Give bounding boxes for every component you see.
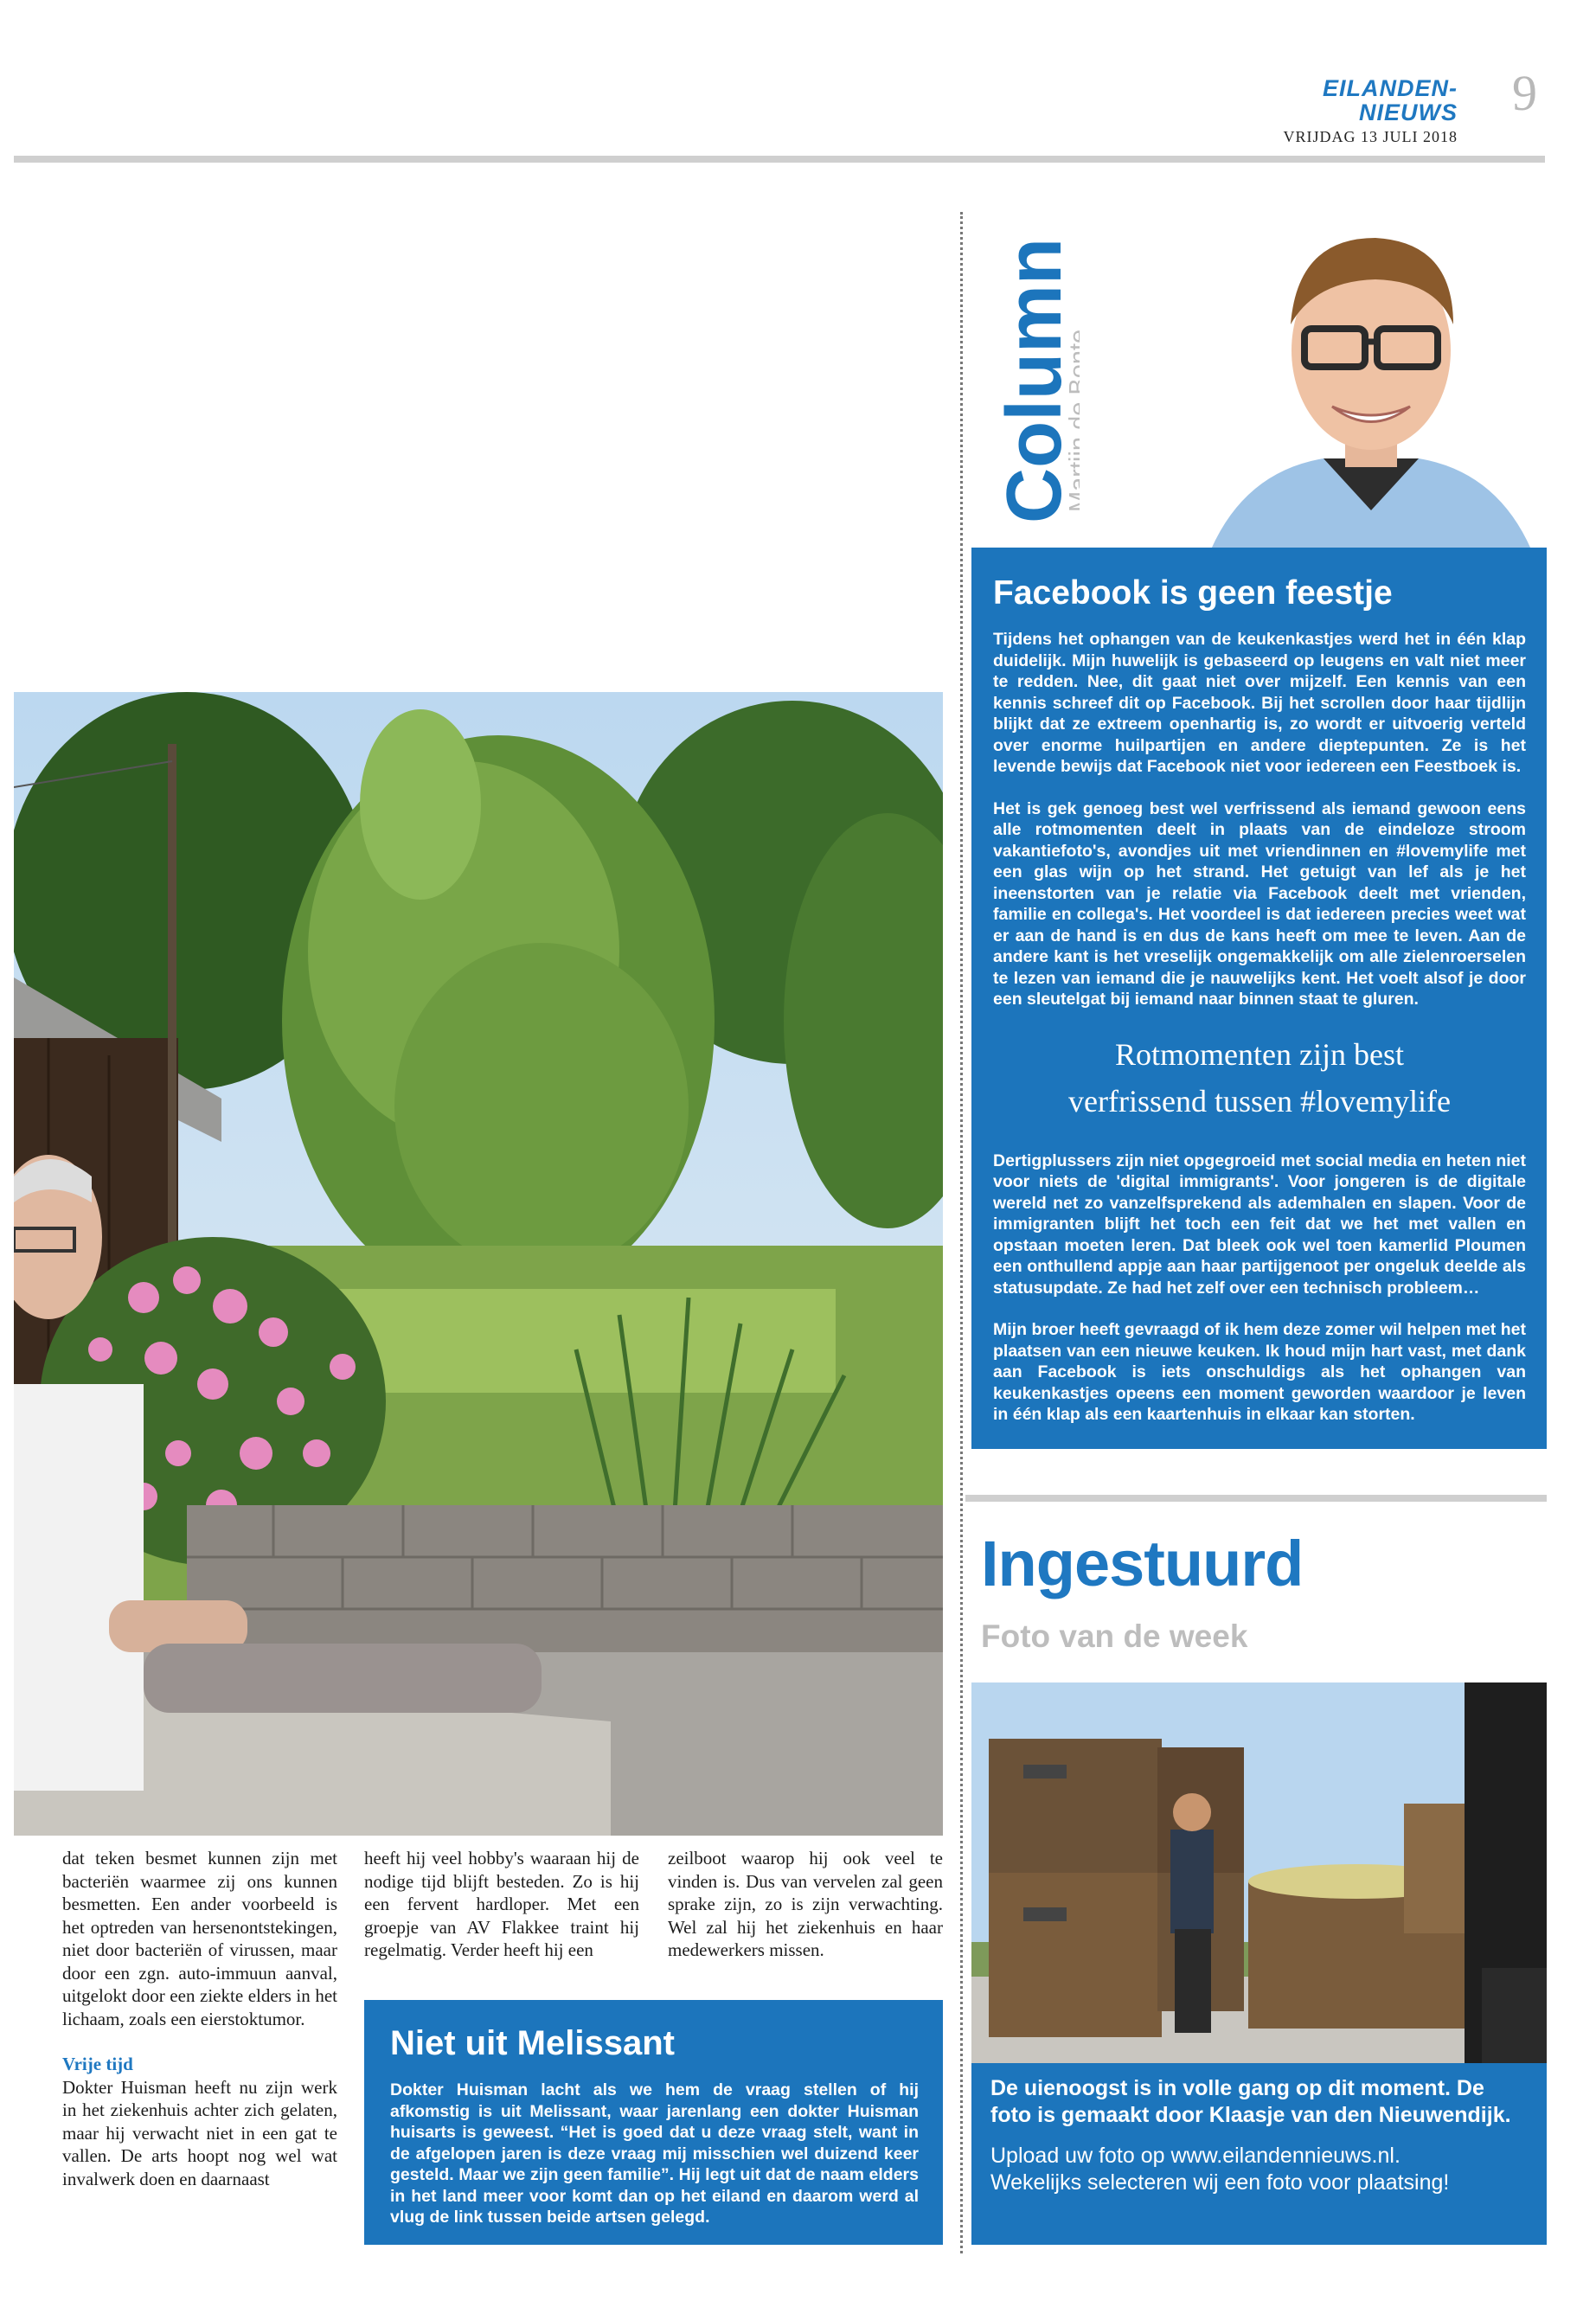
column-article-box bbox=[971, 548, 1547, 1449]
upload-line: Upload uw foto op www.eilandennieuws.nl. bbox=[990, 2144, 1401, 2168]
pull-quote bbox=[993, 1031, 1526, 1125]
subheading-vrije-tijd: Vrije tijd bbox=[62, 2054, 133, 2074]
column-paragraph: Tijdens het ophangen van de keukenkastjes werd het in één klap duidelijk. Mijn huwelijk is gebaseerd op leugens en valt niet meer te redden. Nee, dit gaat niet over mijzelf. Een kennis van een kennis schreef dit op Facebook. Bij het scrollen door haar tijdlijn blijkt dat ze extreem openhartig is, zo wordt er uitvoerig verteld over enorme huilpartijen en andere dieptepunten. Ze is het levende bewijs dat Facebook niet voor iedereen een Feestboek is. bbox=[993, 630, 1526, 776]
article-paragraph: heeft hij veel hobby's waaraan hij de nodige tijd blijft besteden. Zo is hij een fervent hardloper. Met een groepje van AV Flakkee traint hij regelmatig. Verder heeft hij een bbox=[364, 1848, 639, 1960]
column-paragraph: Dertigplussers zijn niet opgegroeid met social media en heten niet voor niets de 'digital immigrants'. Voor jongeren is de digitale wereld net zo vanzelfsprekend als ademhalen en slapen. Voor de immigranten blijft het toch een feit dat we het met vallen en opstaan moeten leren. Dat bleek ook wel toen kamerlid Ploumen een onthullend appje aan haar partijgenoot per ongeluk deelde als statusupdate. Ze had het zelf over een technisch probleem… bbox=[993, 1150, 1526, 1298]
upload-line: Wekelijks selecteren wij een foto voor plaatsing! bbox=[990, 2170, 1450, 2195]
column-label: Column bbox=[993, 234, 1078, 523]
header-rule bbox=[14, 156, 1545, 163]
column-divider bbox=[960, 212, 963, 2253]
upload-info bbox=[971, 2129, 1547, 2196]
info-box-title: Niet uit Melissant bbox=[390, 2024, 675, 2062]
photo-of-the-week bbox=[971, 1682, 1547, 2063]
column-title: Facebook is geen feestje bbox=[993, 574, 1393, 612]
photo-caption: De uienoogst is in volle gang op dit moment. De foto is gemaakt door Klaasje van den Nieuwendijk. bbox=[990, 2076, 1511, 2127]
page-number: 9 bbox=[1512, 65, 1537, 121]
ingestuurd-subtitle: Foto van de week bbox=[981, 1618, 1248, 1654]
section-rule bbox=[965, 1495, 1547, 1502]
garden-photo bbox=[14, 692, 943, 1836]
article-paragraph: dat teken besmet kunnen zijn met bacteriën waarmee zij ons kunnen besmetten. Een ander voorbeeld is het optreden van hersenontstekingen, niet door bacteriën of virussen, maar door een zgn. auto-immuun aanval, uitgelokt door een ziekte elders in het lichaam, zoals een eierstoktumor. bbox=[62, 1848, 337, 2029]
issue-date: VRIJDAG 13 JULI 2018 bbox=[1283, 128, 1458, 145]
article-paragraph: zeilboot waarop hij ook veel te vinden is. Dus van vervelen zal geen sprake zijn, zo is zijn verwachting. Wel zal hij het ziekenhuis en haar medewerkers missen. bbox=[668, 1848, 943, 1960]
column-body bbox=[971, 629, 1547, 1426]
column-paragraph: Het is gek genoeg best wel verfrissend als iemand gewoon eens alle rotmomenten deelt in plaats van de eindeloze stroom vakantiefoto's, avondjes uit met vriendinnen en #lovemylife met een glas wijn op het strand. Het getuigt van lef als je het ineenstorten van je relatie via Facebook deelt met vrienden, familie en collega's. Het voordeel is dat iedereen precies weet wat er aan de hand is en dus de kans heeft om mee te leven. Aan de andere kant is het vreselijk ongemakkelijk om alle zielenroerselen te lezen van iemand die je nauwelijks kent. Het voelt alsof je door een sleutelgat bij iemand naar binnen staat te gluren. bbox=[993, 798, 1526, 1009]
pull-quote-line: verfrissend tussen #lovemylife bbox=[1068, 1083, 1451, 1118]
article-column-3 bbox=[668, 1847, 943, 1962]
masthead bbox=[1259, 76, 1458, 149]
ingestuurd-title: Ingestuurd bbox=[981, 1528, 1304, 1599]
article-column-1 bbox=[62, 1847, 337, 2190]
info-box-melissant bbox=[364, 2000, 943, 2245]
columnist-portrait bbox=[1194, 212, 1547, 549]
article-paragraph: Dokter Huisman heeft nu zijn werk in het ziekenhuis achter zich gelaten, maar hij verwacht niet in een gat te vallen. De arts hoopt nog wel wat invalwerk doen en daarnaast bbox=[62, 2076, 337, 2189]
pull-quote-line: Rotmomenten zijn best bbox=[1115, 1036, 1404, 1072]
photo-caption-box bbox=[971, 2063, 1547, 2245]
brand-logo: EILANDEN-NIEUWS bbox=[1323, 75, 1458, 125]
column-header bbox=[993, 234, 1080, 528]
column-paragraph: Mijn broer heeft gevraagd of ik hem deze zomer wil helpen met het plaatsen van een nieuwe keuken. Ik houd mijn hart vast, met dank aan Facebook is iets onschuldigs als het ophangen van keukenkastjes opeens een moment geworden waardoor je leven in één klap als een kaartenhuis in elkaar kan storten. bbox=[993, 1320, 1526, 1424]
column-author: Martijn de Bonte bbox=[1065, 329, 1080, 512]
info-box-text: Dokter Huisman lacht als we hem de vraag stellen of hij afkomstig is uit Melissant, waar jarenlang een dokter Huisman huisarts is geweest. “Het is goed dat u deze vraag stelt, want in de afgelopen jaren is deze vraag mij misschien wel duizend keer gesteld. Maar we zijn geen familie”. Hij legt uit dat de naam elders in het land meer voor komt dan op het eiland en daarom werd al vlug de link tussen beide artsen gelegd. bbox=[390, 2080, 919, 2227]
article-column-2 bbox=[364, 1847, 639, 1962]
